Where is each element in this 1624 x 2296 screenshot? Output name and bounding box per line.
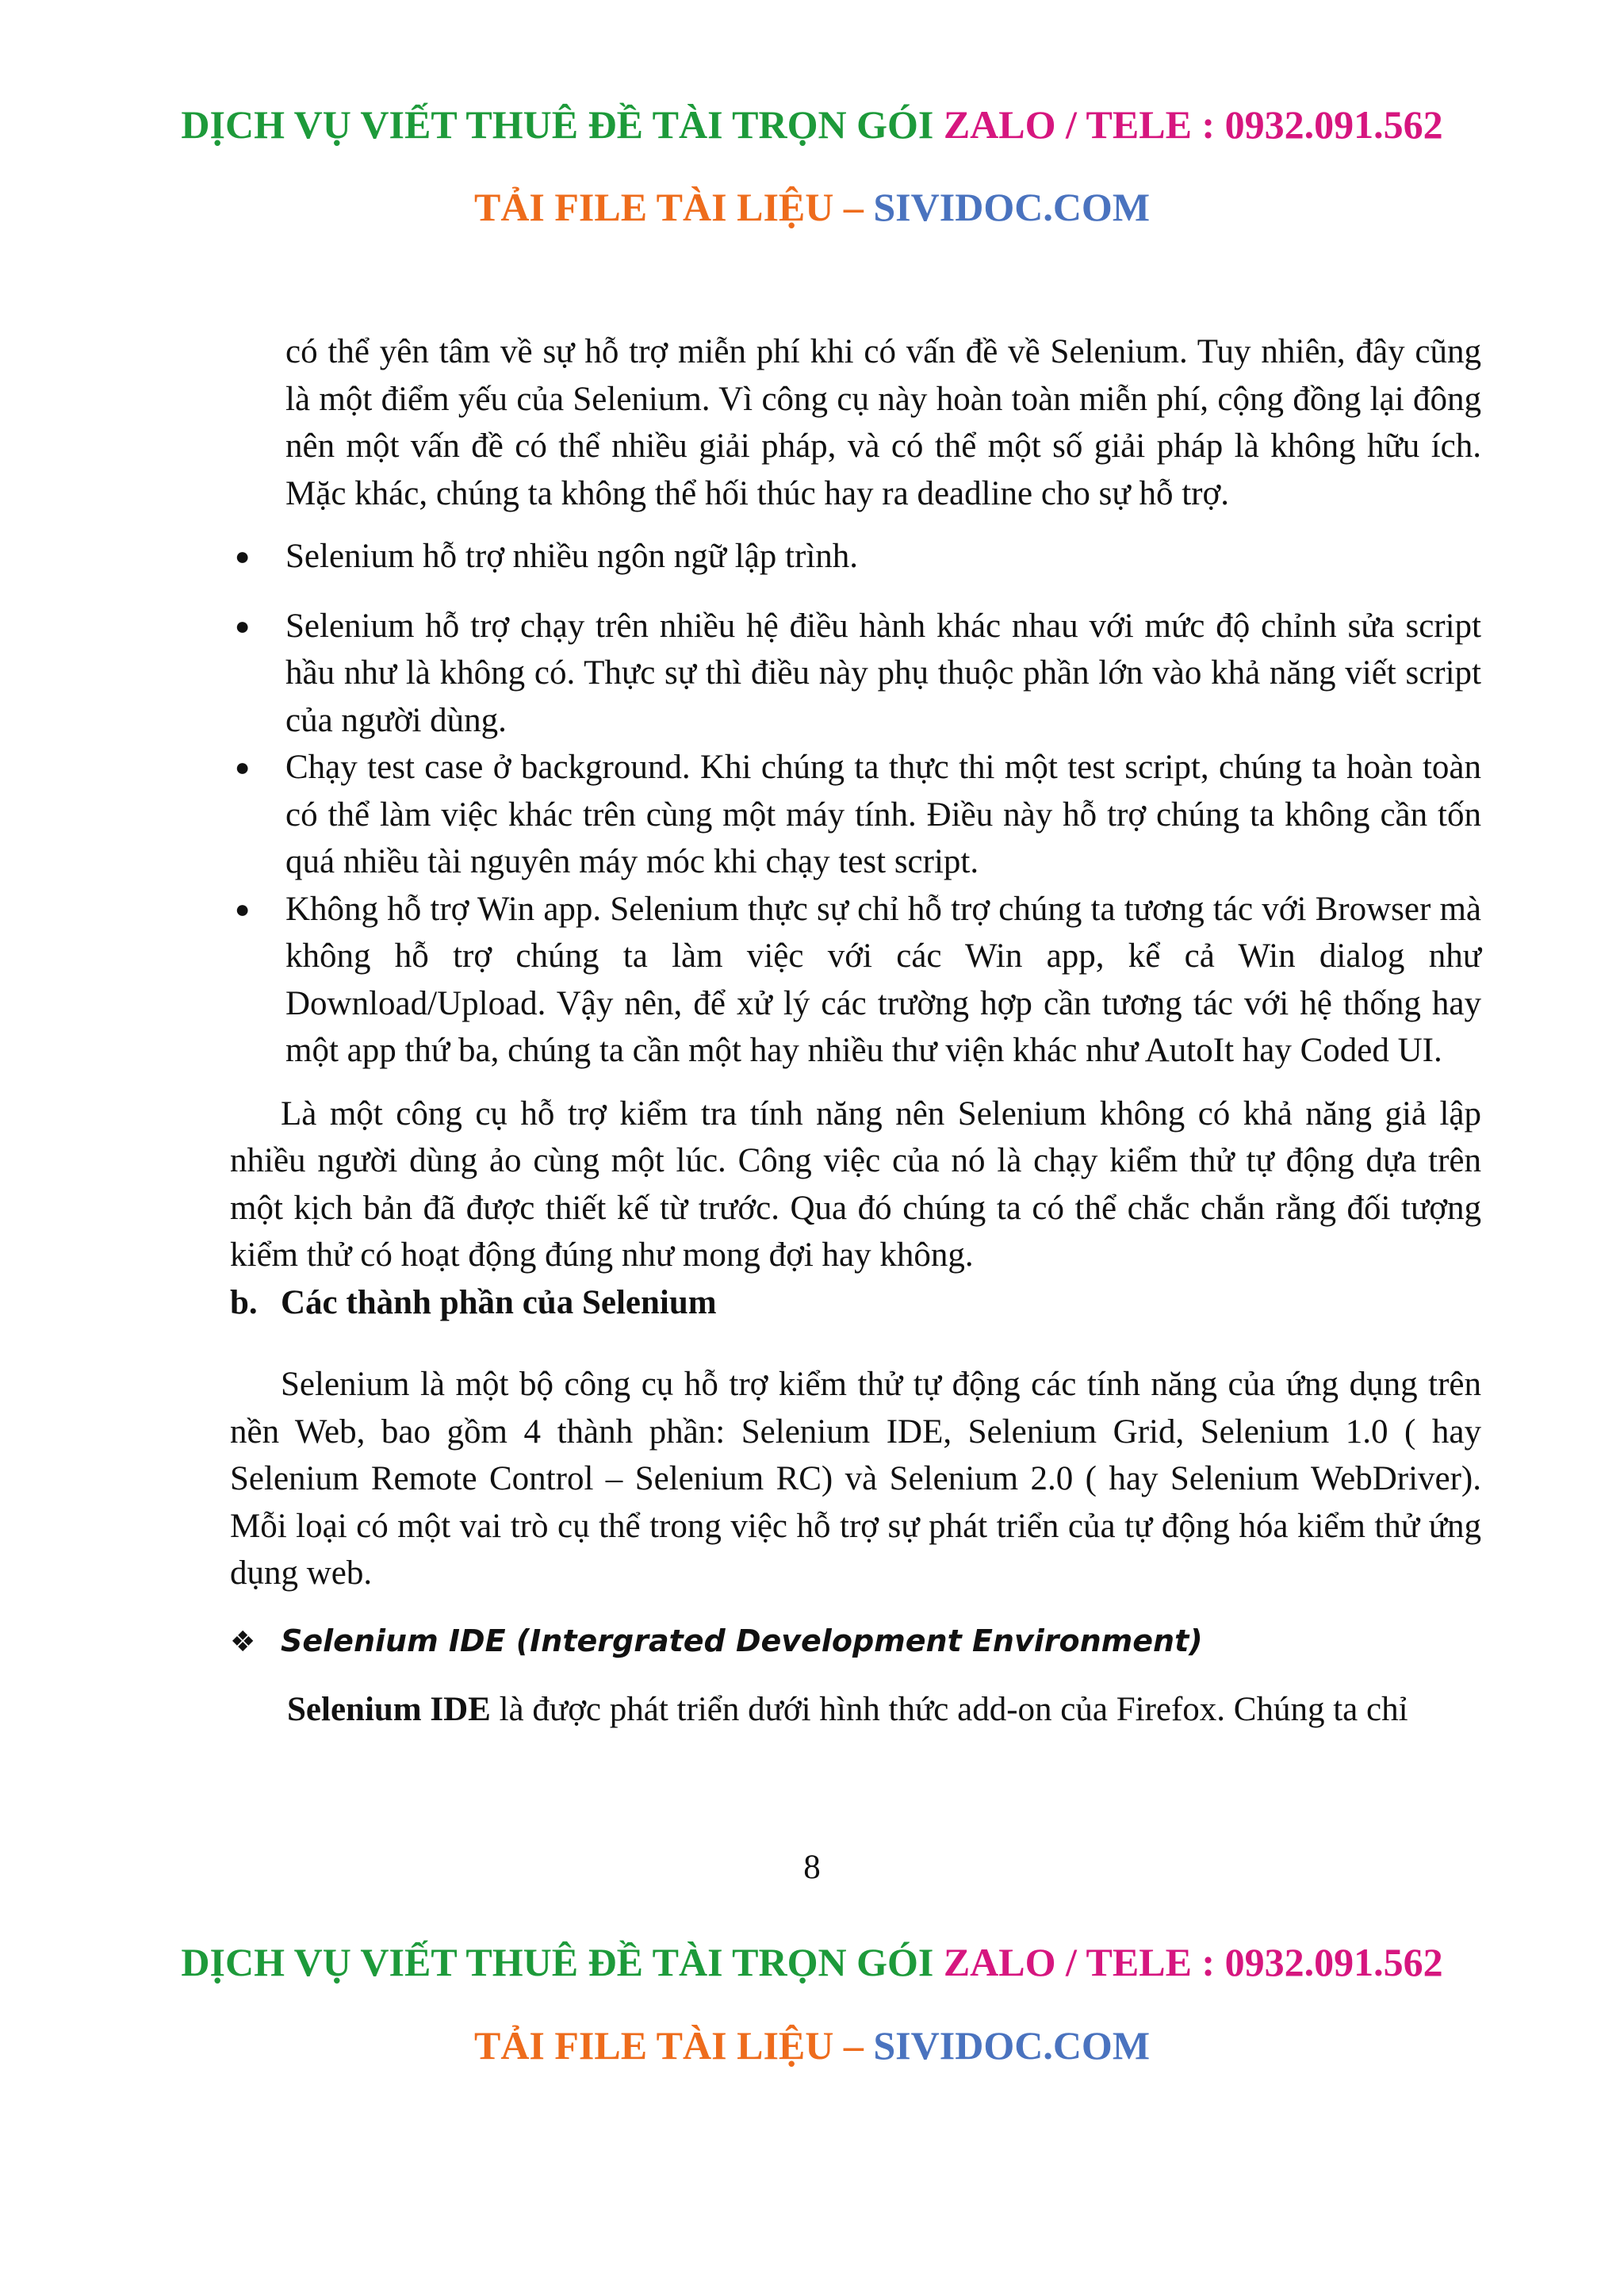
paragraph-ide-intro xyxy=(230,1686,1481,1734)
top-banner-line-1 xyxy=(0,102,1624,148)
paragraph-components: Selenium là một bộ công cụ hỗ trợ kiểm thử tự động các tính năng của ứng dụng trên nền Web, bao gồm 4 thành phần: Selenium IDE, Selenium Grid, Selenium 1.0 ( hay Selenium Remote Control – Selenium RC) và Selenium 2.0 ( hay Selenium WebDriver). Mỗi loại có một vai trò cụ thể trong việc hỗ trợ sự phát triển của tự động hóa kiểm thử ứng dụng web. xyxy=(230,1366,1481,1592)
bullet-item xyxy=(230,533,1481,581)
bullet-item xyxy=(230,744,1481,886)
document-body xyxy=(230,328,1481,1734)
bullet-text: Không hỗ trợ Win app. Selenium thực sự chỉ hỗ trợ chúng ta tương tác với Browser mà không hỗ trợ chúng ta làm việc với các Win app, kể cả Win dialog như Download/Upload. Vậy nên, để xử lý các trường hợp cần tương tác với hệ thống hay một app thứ ba, chúng ta cần một hay nhiều thư viện khác như AutoIt hay Coded UI. xyxy=(285,890,1481,1069)
heading-text: Các thành phần của Selenium xyxy=(281,1283,717,1321)
banner-contact-text: ZALO / TELE : 0932.091.562 xyxy=(943,102,1443,147)
subheading-text: Selenium IDE (Intergrated Development Environment) xyxy=(281,1623,1203,1658)
ide-intro-text: là được phát triển dưới hình thức add-on của Firefox. Chúng ta chỉ xyxy=(490,1691,1408,1728)
banner-service-text: DỊCH VỤ VIẾT THUÊ ĐỀ TÀI TRỌN GÓI xyxy=(181,102,934,147)
bullet-item xyxy=(230,886,1481,1075)
banner-download-text: TẢI FILE TÀI LIỆU – xyxy=(473,2023,864,2068)
paragraph-functional-testing: Là một công cụ hỗ trợ kiểm tra tính năng nên Selenium không có khả năng giả lập nhiều người dùng ảo cùng một lúc. Công việc của nó là chạy kiểm thử tự động dựa trên một kịch bản đã được thiết kế từ trước. Qua đó chúng ta có thể chắc chắn rằng đối tượng kiểm thử có hoạt động đúng như mong đợi hay không. xyxy=(230,1094,1481,1274)
bullet-item xyxy=(230,603,1481,745)
bullet-icon: ● xyxy=(235,611,251,640)
bullet-icon: ● xyxy=(235,542,251,570)
banner-download-text: TẢI FILE TÀI LIỆU – xyxy=(473,185,864,229)
subheading-selenium-ide xyxy=(230,1618,1481,1666)
banner-site-link[interactable]: SIVIDOC.COM xyxy=(873,185,1151,229)
page-number: 8 xyxy=(803,1849,821,1886)
section-heading-b xyxy=(230,1279,1481,1327)
banner-contact-text: ZALO / TELE : 0932.091.562 xyxy=(943,1940,1443,1984)
bullet-icon: ● xyxy=(235,753,251,781)
diamond-bullet-icon: ❖ xyxy=(230,1625,256,1658)
bullet-list xyxy=(230,533,1481,1075)
bullet-icon: ● xyxy=(235,894,251,923)
banner-site-link[interactable]: SIVIDOC.COM xyxy=(873,2023,1151,2068)
bullet-text: Selenium hỗ trợ chạy trên nhiều hệ điều hành khác nhau với mức độ chỉnh sửa script hầu như là không có. Thực sự thì điều này phụ thuộc phần lớn vào khả năng viết script của người dùng. xyxy=(285,607,1481,739)
banner-service-text: DỊCH VỤ VIẾT THUÊ ĐỀ TÀI TRỌN GÓI xyxy=(181,1940,934,1984)
bottom-banner-line-1 xyxy=(0,1939,1624,1985)
bullet-text: Chạy test case ở background. Khi chúng ta thực thi một test script, chúng ta hoàn toàn có thể làm việc khác trên cùng một máy tính. Điều này hỗ trợ chúng ta không cần tốn quá nhiều tài nguyên máy móc khi chạy test script. xyxy=(285,749,1481,880)
continued-paragraph: có thể yên tâm về sự hỗ trợ miễn phí khi có vấn đề về Selenium. Tuy nhiên, đây cũng là một điểm yếu của Selenium. Vì công cụ này hoàn toàn miễn phí, cộng đồng lại đông nên một vấn đề có thể nhiều giải pháp, và có thể một số giải pháp là không hữu ích. Mặc khác, chúng ta không thể hối thúc hay ra deadline cho sự hỗ trợ. xyxy=(285,333,1481,512)
bottom-banner-line-2 xyxy=(0,2022,1624,2068)
bullet-text: Selenium hỗ trợ nhiều ngôn ngữ lập trình. xyxy=(285,538,859,575)
ide-bold-term: Selenium IDE xyxy=(287,1691,491,1728)
top-banner-line-2 xyxy=(0,184,1624,230)
heading-label: b. xyxy=(230,1283,258,1321)
